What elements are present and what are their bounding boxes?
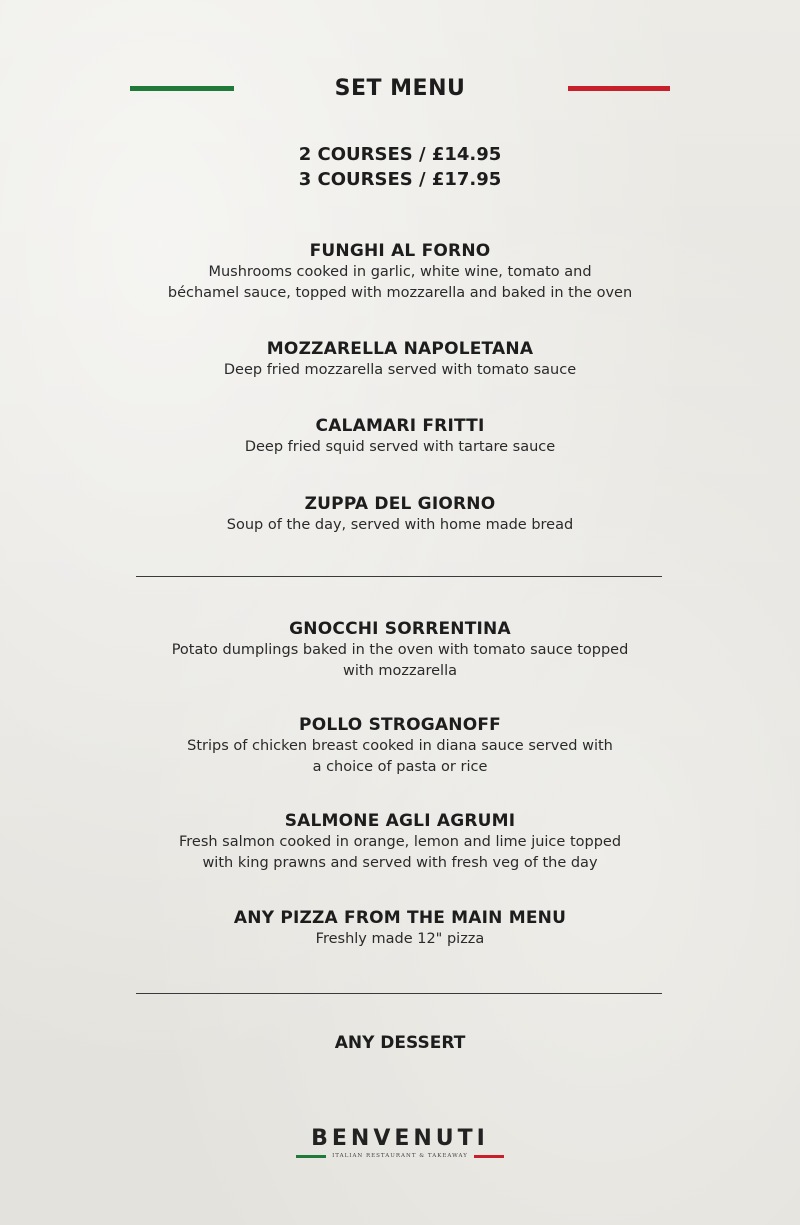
brand-tagline: ITALIAN RESTAURANT & TAKEAWAY [332,1153,468,1159]
menu-title: SET MENU [334,76,466,101]
price-block [0,142,800,192]
item-name: MOZZARELLA NAPOLETANA [266,339,534,359]
section-divider [136,576,662,577]
item-description: with king prawns and served with fresh veg of the day [202,855,598,871]
item-description: Fresh salmon cooked in orange, lemon and lime juice topped [178,834,622,850]
brand-name: BENVENUTI [311,1126,489,1151]
item-description: Soup of the day, served with home made bread [226,517,574,533]
price-two-courses: 2 COURSES / £14.95 [298,144,502,165]
section-divider [136,993,662,994]
item-description: Mushrooms cooked in garlic, white wine, tomato and [208,264,592,280]
tagline-red-bar [474,1155,504,1158]
menu-item [0,415,800,458]
item-description: Potato dumplings baked in the oven with tomato sauce topped [171,642,629,658]
item-description: Deep fried squid served with tartare sauce [244,439,556,455]
item-description: béchamel sauce, topped with mozzarella and baked in the oven [167,285,633,301]
menu-item [0,338,800,381]
brand-tagline-row [0,1153,800,1159]
item-description: with mozzarella [343,663,457,679]
menu-item [0,907,800,950]
menu-item [0,714,800,778]
item-name: SALMONE AGLI AGRUMI [284,811,516,831]
menu-item [0,618,800,682]
item-name: GNOCCHI SORRENTINA [289,619,511,639]
menu-item [0,240,800,304]
dessert-item: ANY DESSERT [334,1033,466,1053]
item-name: ZUPPA DEL GIORNO [304,494,496,514]
item-name: POLLO STROGANOFF [299,715,501,735]
item-description: Strips of chicken breast cooked in diana sauce served with [187,738,613,754]
item-name: FUNGHI AL FORNO [309,241,491,261]
item-name: ANY PIZZA FROM THE MAIN MENU [233,908,567,928]
item-description: a choice of pasta or rice [312,759,488,775]
item-description: Freshly made 12" pizza [315,931,485,947]
menu-item [0,810,800,874]
menu-item [0,493,800,536]
brand-logo [0,1126,800,1159]
tagline-green-bar [296,1155,326,1158]
item-name: CALAMARI FRITTI [315,416,485,436]
price-three-courses: 3 COURSES / £17.95 [298,169,502,190]
item-description: Deep fried mozzarella served with tomato sauce [223,362,577,378]
